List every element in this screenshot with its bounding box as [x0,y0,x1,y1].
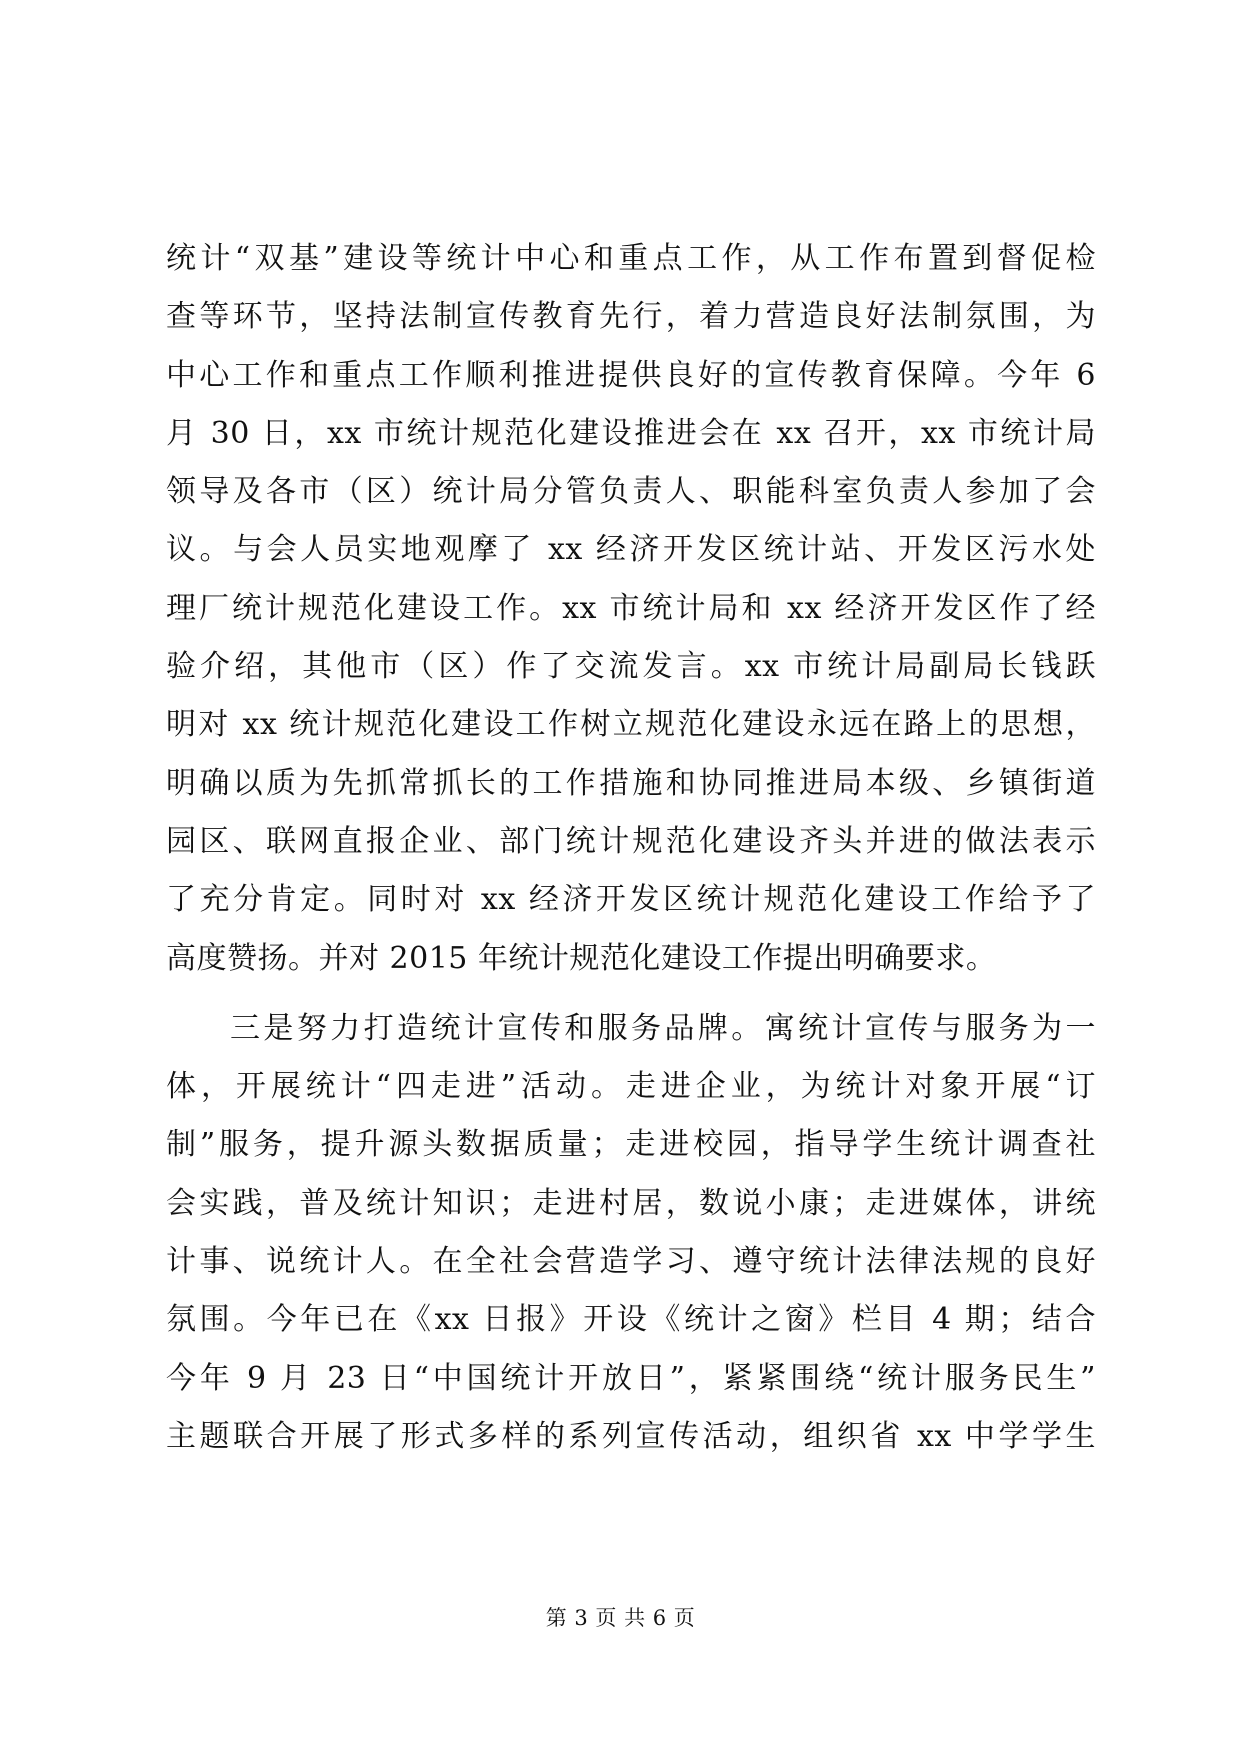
text-line: 领导及各市（区）统计局分管负责人、职能科室负责人参加了会 [166,474,1096,510]
paragraph-2 [166,1000,1096,1466]
text-line: 了充分肯定。同时对 xx 经济开发区统计规范化建设工作给予了 [166,882,1096,918]
text-line: 月 30 日，xx 市统计规范化建设推进会在 xx 召开，xx 市统计局 [166,415,1096,451]
text-line: 验介绍，其他市（区）作了交流发言。xx 市统计局副局长钱跃 [166,649,1096,685]
text-line: 三是努力打造统计宣传和服务品牌。寓统计宣传与服务为一 [230,1010,1096,1046]
text-line: 园区、联网直报企业、部门统计规范化建设齐头并进的做法表示 [166,823,1096,859]
text-line: 统计“双基”建设等统计中心和重点工作，从工作布置到督促检 [166,241,1096,276]
body-text [166,230,1096,1466]
paragraph-1 [166,230,1096,988]
text-line: 计事、说统计人。在全社会营造学习、遵守统计法律法规的良好 [166,1244,1096,1280]
text-line: 氛围。今年已在《xx 日报》开设《统计之窗》栏目 4 期；结合 [166,1302,1096,1338]
text-line: 主题联合开展了形式多样的系列宣传活动，组织省 xx 中学学生 [166,1418,1096,1454]
text-line: 今年 9 月 23 日“中国统计开放日”，紧紧围绕“统计服务民生” [166,1360,1096,1396]
text-line: 制”服务，提升源头数据质量；走进校园，指导学生统计调查社 [166,1127,1096,1163]
text-line: 会实践，普及统计知识；走进村居，数说小康；走进媒体，讲统 [166,1185,1096,1221]
page-number-footer: 第 3 页 共 6 页 [545,1606,696,1630]
text-line: 体，开展统计“四走进”活动。走进企业，为统计对象开展“订 [166,1069,1096,1105]
text-line: 议。与会人员实地观摩了 xx 经济开发区统计站、开发区污水处 [166,532,1096,568]
text-line: 明对 xx 统计规范化建设工作树立规范化建设永远在路上的思想， [166,707,1096,743]
text-line: 理厂统计规范化建设工作。xx 市统计局和 xx 经济开发区作了经 [166,590,1096,626]
text-line: 高度赞扬。并对 2015 年统计规范化建设工作提出明确要求。 [166,940,997,976]
text-line: 明确以质为先抓常抓长的工作措施和协同推进局本级、乡镇街道 [166,765,1096,801]
text-line: 查等环节，坚持法制宣传教育先行，着力营造良好法制氛围，为 [166,299,1096,335]
paragraph-gap [166,988,1096,1000]
text-line: 中心工作和重点工作顺利推进提供良好的宣传教育保障。今年 6 [166,357,1096,393]
